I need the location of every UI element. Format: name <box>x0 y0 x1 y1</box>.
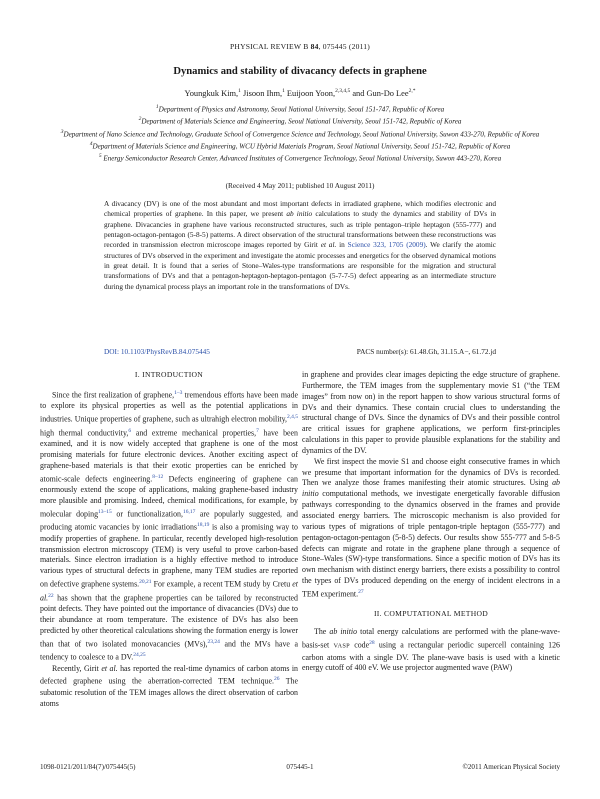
reference-link[interactable]: 13–15 <box>98 508 112 515</box>
footer-copyright: ©2011 American Physical Society <box>462 763 560 771</box>
intro-paragraph-4: We first inspect the movie S1 and choose eight consecutive frames in which we presume that important information for the dynamics of DVs is recorded. Then we analyze those frames manifesting their atomic structures. Using ab initio computational methods, we investigate energetically favorable diffusion pathways corresponding to the dynamics observed in the frames and provide associated energy barriers. The microscopic mechanism is also provided for various types of migrations of triple pentagon-triple heptagon (555-777) and pentagon-octagon-pentagon (5-8-5) defects. Our results show 555-777 and 5-8-5 defects can migrate and rotate in the graphene plane through a sequence of Stone–Wales (SW)-type transformations. Since a specific motion of DVs has its own mechanism with distinct energy barriers, there exists a possibility to control the types of DVs produced depending on the energy of incident electrons in a TEM experiment.$^{27}$ <box>302 456 560 599</box>
affiliation: $^2$Department of Materials Science and Engineering, Seoul National University, Seoul 151-742, Republic of Korea <box>138 116 462 126</box>
footer-page-number: 075445-1 <box>286 763 314 771</box>
vasp-code-name: VASP <box>333 642 350 650</box>
reference-link[interactable]: 6 <box>128 427 132 434</box>
author: Euijoon Yoon,$^{2,3,4,5}$ <box>286 88 351 98</box>
author-list <box>0 88 600 98</box>
article-number: 075445 (2011) <box>322 42 371 51</box>
journal-name: PHYSICAL REVIEW B <box>229 42 309 51</box>
reference-link[interactable]: 18,19 <box>196 522 210 529</box>
reference-link[interactable]: 2,4,5 <box>287 414 298 421</box>
reference-link[interactable]: 20,21 <box>139 579 152 586</box>
meta-row <box>104 347 496 357</box>
reference-link[interactable]: 22 <box>48 592 54 599</box>
method-paragraph-1: The ab initio total energy calculations are performed with the plane-wave-basis-set VASP code$^{28}$ using a rectangular periodic supercell containing 126 carbon atoms with a single DV. The plane-wave basis is used with a kinetic energy cutoff of 400 eV. We use projector augmented wave (PAW) <box>302 627 560 673</box>
affiliation: $^5$ Energy Semiconductor Research Center, Advanced Institutes of Convergence Technology, Seoul National University, Suwon 443-270, Korea <box>98 153 502 163</box>
left-column <box>40 370 298 710</box>
affiliations <box>40 103 560 164</box>
reference-link[interactable]: 7 <box>256 427 259 434</box>
reference-link[interactable]: 1–3 <box>174 389 183 396</box>
author: and Gun-Do Lee$^{2,*}$ <box>352 88 416 98</box>
article-title: Dynamics and stability of divacancy defects in graphene <box>173 66 427 77</box>
reference-link[interactable]: 8–12 <box>152 473 164 480</box>
section-heading-computational-method: II. COMPUTATIONAL METHOD <box>373 609 489 619</box>
reference-link[interactable]: 28 <box>369 640 375 647</box>
footer-issn: 1098-0121/2011/84(7)/075445(5) <box>40 763 136 771</box>
affiliation: $^1$Department of Physics and Astronomy, Seoul National University, Seoul 151-747, Republic of Korea <box>155 104 445 114</box>
reference-link[interactable]: 27 <box>358 588 364 595</box>
reference-link[interactable]: 26 <box>273 676 280 683</box>
section-heading-introduction: I. INTRODUCTION <box>134 370 204 379</box>
journal-volume: 84 <box>310 42 319 51</box>
reference-link[interactable]: 16,17 <box>182 508 196 515</box>
intro-paragraph-2: Recently, Girit et al. has reported the real-time dynamics of carbon atoms in defected graphene using the aberration-corrected TEM technique.$^{26}$ The subatomic resolution of the TEM images allows the direct observation of carbon atoms <box>40 663 298 708</box>
author: Youngkuk Kim,$^1$ <box>184 88 241 98</box>
right-column <box>302 370 560 674</box>
intro-paragraph-1: Since the first realization of graphene,$^{1-3}$ tremendous efforts have been made to explore its physical properties as well as the potential applications in industries. Unique properties of graphene, such as ultrahigh electron mobility,$^{2,4,5}$ high thermal conductivity,$^6$ and extreme mechanical properties,$^7$ have been examined, and it is now widely accepted that graphene is one of the most promising materials for future electronic devices. Another exciting aspect of graphene-based materials is that their exotic properties can be enriched by atomic-scale defects engineering.$^{8-12}$ Defects engineering of graphene can enormously extend the scope of applications, making graphene-based industry more plausible and promising. Indeed, chemical modifications, for example, by molecular doping$^{13-15}$ or functionalization,$^{16,17}$ are popularly suggested, and producing atomic vacancies by ionic irradiations$^{18,19}$ is also a promising way to modify properties of graphene. In particular, recently developed high-resolution transmission electron microscopy (TEM) is very useful to prove carbon-based materials. Since electron irradiation is a highly effective method to introduce various types of structural defects in graphene, many TEM studies are reported on defective graphene systems.$^{20,21}$ For example, a recent TEM study by Cretu et al.$^{22}$ has shown that the graphene properties can be tailored by reconstructed point defects. They have pointed out the importance of divacancies (DVs) due to their abundance at room temperature. The existence of DVs has also been predicted by other theoretical calculations showing the formation energy is lower than that of two isolated monovacancies (MVs),$^{23,24}$ and the MVs have a tendency to coalesce to a DV.$^{24,25}$ <box>40 389 299 662</box>
doi-link[interactable]: DOI: 10.1103/PhysRevB.84.075445 <box>104 347 210 356</box>
received-dates: (Received 4 May 2011; published 10 August 2011) <box>225 181 375 190</box>
pacs-numbers: PACS number(s): 61.48.Gh, 31.15.A−, 61.72.jd <box>356 347 496 356</box>
author: Jisoon Ihm,$^1$ <box>242 88 285 98</box>
science-citation-link[interactable]: Science 323, 1705 (2009) <box>347 240 426 250</box>
page-footer <box>40 763 560 773</box>
abstract: A divacancy (DV) is one of the most abundant and most important defects in irradiated graphene, which modifies electronic and chemical properties of graphene. In this paper, we present ab initio calculations to study the dynamics and stability of DVs in graphene. Divacancies in graphene have various reconstructed structures, such as triple pentagon–triple heptagon (555-777) and pentagon-octagon-pentagon (5-8-5) patterns. A direct observation of the structural transformations between these reconstructions was recorded in transmission electron microscope images reported by Girit et al. in Science 323, 1705 (2009). We clarify the atomic structures of DVs observed in the experiment and investigate the atomic processes and energetics for the observed dynamical motions in great detail. It is found that a series of Stone–Wales-type transformations are responsible for the migration and structural transformations of DVs and that a pentagon-heptagon-heptagon-pentagon (5-7-7-5) defect appearing as an intermediate structure during the dynamical process plays an important role in the transformations of DVs. <box>104 199 497 291</box>
reference-link[interactable]: 24,25 <box>133 652 146 659</box>
journal-header: PHYSICAL REVIEW B 84, 075445 (2011) <box>229 42 371 51</box>
affiliation: $^3$Department of Nano Science and Technology, Graduate School of Convergence Science and Technology, Seoul National University, Suwon 433-270, Republic of Korea <box>60 128 540 138</box>
intro-paragraph-3: in graphene and provides clear images depicting the edge structure of graphene. Furthermore, the TEM images from the supplementary movie S1 (“the TEM images” from now on) in the report happen to show various structural forms of DVs and their dynamics. These contain crucial clues to understanding the structural change of DVs. Since the dynamics of DVs and their possible control are critical issues for graphene applications, we perform first-principles calculations in this paper to provide plausible explanations for the stability and dynamics of the DV. <box>302 370 560 455</box>
affiliation: $^4$Department of Materials Science and Engineering, WCU Hybrid Materials Program, Seoul National University, Seoul 151-742, Republic of Korea <box>89 140 511 151</box>
reference-link[interactable]: 23,24 <box>207 638 220 645</box>
